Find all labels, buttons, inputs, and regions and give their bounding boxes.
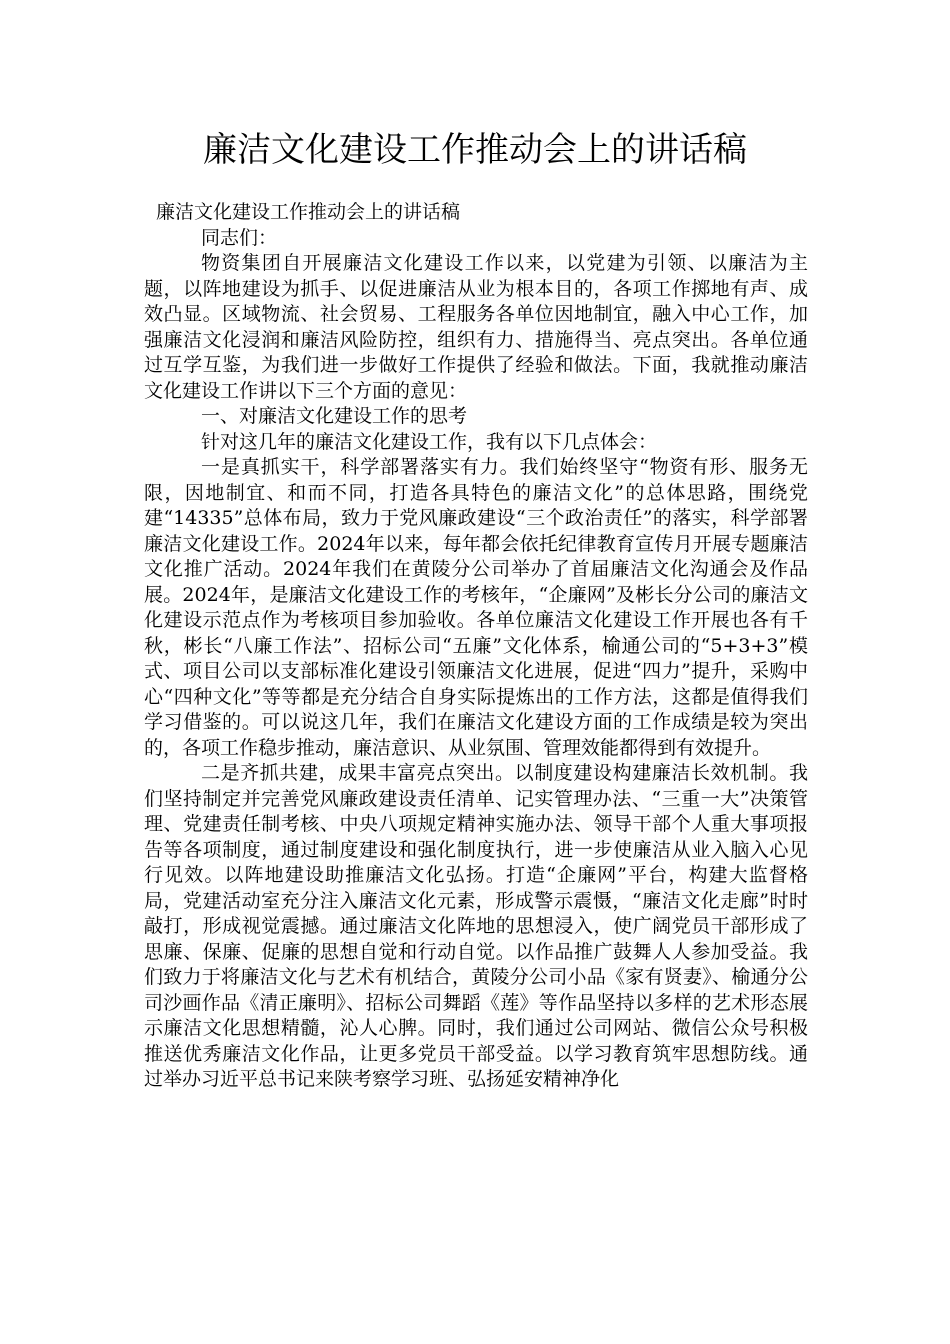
document-subtitle: 廉洁文化建设工作推动会上的讲话稿 xyxy=(156,201,461,223)
salutation: 同志们： xyxy=(201,226,278,249)
document-body xyxy=(144,200,808,1093)
paragraph-point-1: 一是真抓实干，科学部署落实有力。我们始终坚守“物资有形、服务无限，因地制宜、和而不同，打造各具特色的廉洁文化”的总体思路，围绕党建“14335”总体布局，致力于党风廉政建设“三个政治责任”的落实，科学部署廉洁文化建设工作。2024年以来，每年都会依托纪律教育宣传月开展专题廉洁文化推广活动。2024年我们在黄陵分公司举办了首届廉洁文化沟通会及作品展。2024年，是廉洁文化建设工作的考核年，“企廉网”及彬长分公司的廉洁文化建设示范点作为考核项目参加验收。各单位廉洁文化建设工作开展也各有千秋，彬长“八廉工作法”、招标公司“五廉”文化体系，榆通公司的“5+3+3”模式、项目公司以支部标准化建设引领廉洁文化进展，促进“四力”提升，采购中心“四种文化”等等都是充分结合自身实际提炼出的工作方法，这都是值得我们学习借鉴的。可以说这几年，我们在廉洁文化建设方面的工作成绩是较为突出的，各项工作稳步推动，廉洁意识、从业氛围、管理效能都得到有效提升。 xyxy=(144,456,808,759)
paragraph-intro: 物资集团自开展廉洁文化建设工作以来，以党建为引领、以廉洁为主题，以阵地建设为抓手、以促进廉洁从业为根本目的，各项工作掷地有声、成效凸显。区域物流、社会贸易、工程服务各单位因地制宜，融入中心工作，加强廉洁文化浸润和廉洁风险防控，组织有力、措施得当、亮点突出。各单位通过互学互鉴，为我们进一步做好工作提供了经验和做法。下面，我就推动廉洁文化建设工作讲以下三个方面的意见： xyxy=(144,252,808,402)
paragraph-lead-in: 针对这几年的廉洁文化建设工作，我有以下几点体会： xyxy=(201,430,658,453)
document-title: 廉洁文化建设工作推动会上的讲话稿 xyxy=(203,130,747,170)
section-heading-1: 一、对廉洁文化建设工作的思考 xyxy=(201,405,468,427)
paragraph-point-2: 二是齐抓共建，成果丰富亮点突出。以制度建设构建廉洁长效机制。我们坚持制定并完善党风廉政建设责任清单、记实管理办法、“三重一大”决策管理、党建责任制考核、中央八项规定精神实施办法、领导干部个人重大事项报告等各项制度，通过制度建设和强化制度执行，进一步使廉洁从业入脑入心见行见效。以阵地建设助推廉洁文化弘扬。打造“企廉网”平台，构建大监督格局，党建活动室充分注入廉洁文化元素，形成警示震慑，“廉洁文化走廊”时时敲打，形成视觉震撼。通过廉洁文化阵地的思想浸入，使广阔党员干部形成了思廉、保廉、促廉的思想自觉和行动自觉。以作品推广鼓舞人人参加受益。我们致力于将廉洁文化与艺术有机结合，黄陵分公司小品《家有贤妻》、榆通分公司沙画作品《清正廉明》、招标公司舞蹈《莲》等作品坚持以多样的艺术形态展示廉洁文化思想精髓，沁人心脾。同时，我们通过公司网站、微信公众号积极推送优秀廉洁文化作品，让更多党员干部受益。以学习教育筑牢思想防线。通过举办习近平总书记来陕考察学习班、弘扬延安精神净化 xyxy=(144,762,808,1090)
